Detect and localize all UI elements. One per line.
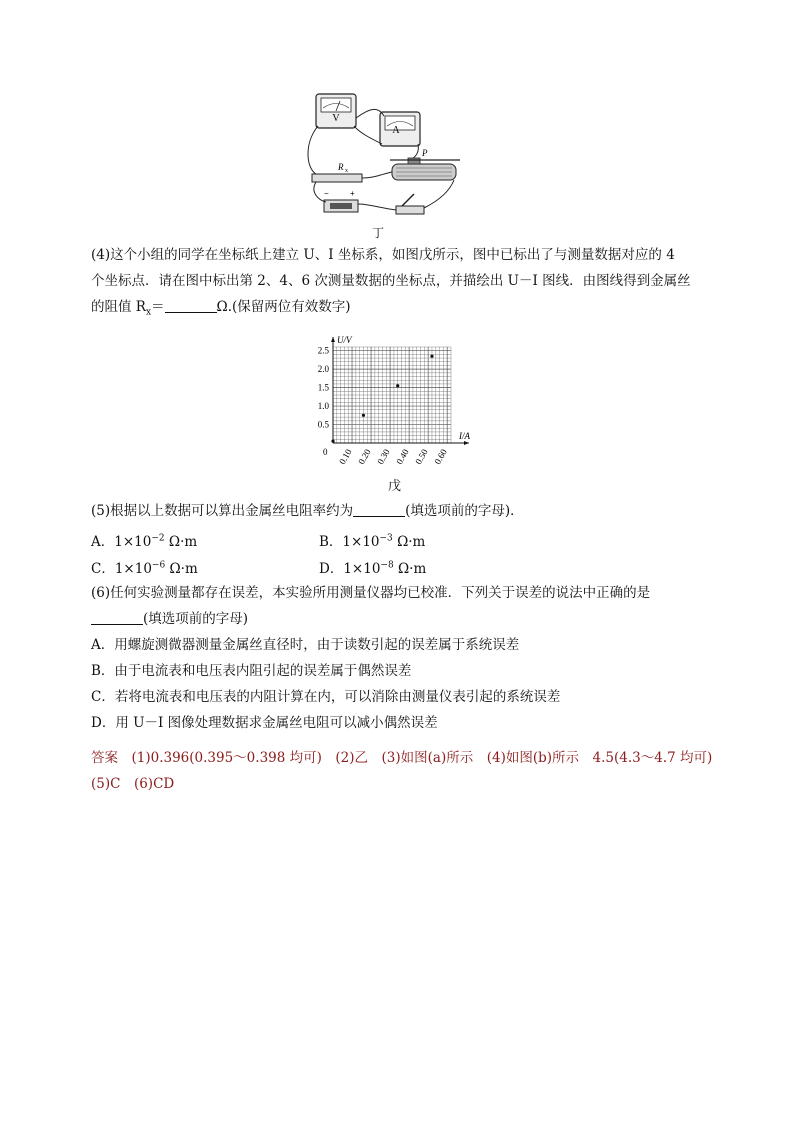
circuit-figure [300,88,465,240]
x-tick-label: 0.20 [356,447,373,466]
rheostat-icon [390,148,460,180]
x-axis-label: I/A [459,431,470,441]
q5-option-d-text: D．1×10 [319,561,381,577]
q5-option-c-unit: Ω·m [165,561,198,577]
y-tick-label: 2.0 [317,364,329,375]
y-tick-label: 2.5 [317,345,329,356]
answer-blank-q5[interactable] [353,502,405,517]
graph-caption: 戊 [388,479,402,494]
q5-option-b-exp: −3 [379,533,393,544]
ui-graph [300,336,500,496]
q5-option-c-exp: −6 [151,560,166,571]
battery-icon [324,189,358,212]
question-4 [91,242,703,326]
resistor-sub: x [345,168,348,174]
data-point [362,414,365,417]
q5-option-b [319,530,425,550]
y-axis-arrow [331,337,335,342]
q4-line-1: (4)这个小组的同学在坐标纸上建立 U、I 坐标系，如图戊所示，图中已标出了与测量数据对应的 4 [91,247,675,263]
data-point [396,384,399,387]
y-tick-label: 1.0 [317,401,329,412]
slider-label: P [422,148,428,158]
minus-label: − [324,189,329,198]
q5-option-c [91,557,198,577]
q5-text-post: (填选项前的字母)． [405,503,524,519]
answer-line-2: (5)C (6)CD [91,776,175,792]
y-axis-label: U/V [337,336,352,345]
q4-line-3-mid: ＝ [151,299,165,315]
q5-option-a-exp: −2 [151,533,165,544]
q4-line-3-sub: x [145,307,152,318]
q6-option-a: A．用螺旋测微器测量金属丝直径时，由于读数引起的误差属于系统误差 [91,637,520,653]
x-tick-label: 0.10 [337,447,354,466]
q5-option-b-text: B．1×10 [319,534,380,550]
q6-option-b: B．由于电流表和电压表内阻引起的误差属于偶然误差 [91,663,412,679]
resistor-label: R [338,162,344,172]
q5-option-a [91,530,197,550]
x-tick-label: 0.60 [432,447,449,466]
q4-line-3 [91,294,703,326]
plus-label: + [350,189,355,198]
answer-blank-q6[interactable] [91,610,143,625]
ammeter-icon [380,112,420,146]
q5-option-d-exp: −8 [380,560,394,571]
q5-option-a-text: A．1×10 [91,534,152,550]
x-axis-arrow [464,441,469,445]
x-tick-label: 0.30 [375,447,392,466]
origin-label: 0 [323,447,328,457]
q4-line-2: 个坐标点．请在图中标出第 2、4、6 次测量数据的坐标点，并描绘出 U－I 图线．由图线得到金属丝 [91,273,691,289]
figure-ding-caption: 丁 [372,226,385,240]
q6-option-c: C．若将电流表和电压表的内阻计算在内，可以消除由测量仪表引起的系统误差 [91,689,561,705]
question-5 [91,498,703,524]
x-tick-label: 0.40 [394,447,411,466]
ammeter-label: A [392,125,400,136]
q4-line-3-pre: 的阻值 R [91,299,146,315]
q5-option-c-text: C．1×10 [91,561,152,577]
answer-blank-rx[interactable] [165,298,217,313]
voltmeter-label: V [332,113,340,124]
resistor-rx [312,162,362,182]
answer-line-1: 答案 (1)0.396(0.395～0.398 均可) (2)乙 (3)如图(a)所示 (4)如图(b)所示 4.5(4.3～4.7 均可) [91,750,713,766]
data-point [430,355,433,358]
data-point [331,440,334,443]
q5-option-a-unit: Ω·m [164,534,198,550]
q5-text: (5)根据以上数据可以算出金属丝电阻率约为 [91,503,354,519]
q5-option-d [319,557,426,577]
switch-icon [396,194,424,214]
q5-option-d-unit: Ω·m [393,561,427,577]
q6-line-1: (6)任何实验测量都存在误差，本实验所用测量仪器均已校准．下列关于误差的说法中正确的是 [91,585,651,601]
question-6 [91,580,703,736]
y-tick-label: 1.5 [317,382,329,393]
q6-option-d: D．用 U－I 图像处理数据求金属丝电阻可以减小偶然误差 [91,715,438,731]
q5-option-b-unit: Ω·m [392,534,426,550]
voltmeter-icon [316,94,356,128]
q5-line [91,498,703,524]
q6-line-2-post: (填选项前的字母) [143,611,249,627]
q6-line-2 [91,606,703,632]
y-tick-label: 0.5 [317,419,329,430]
x-tick-label: 0.50 [413,447,430,466]
q4-line-3-post: Ω.(保留两位有效数字) [216,299,351,315]
